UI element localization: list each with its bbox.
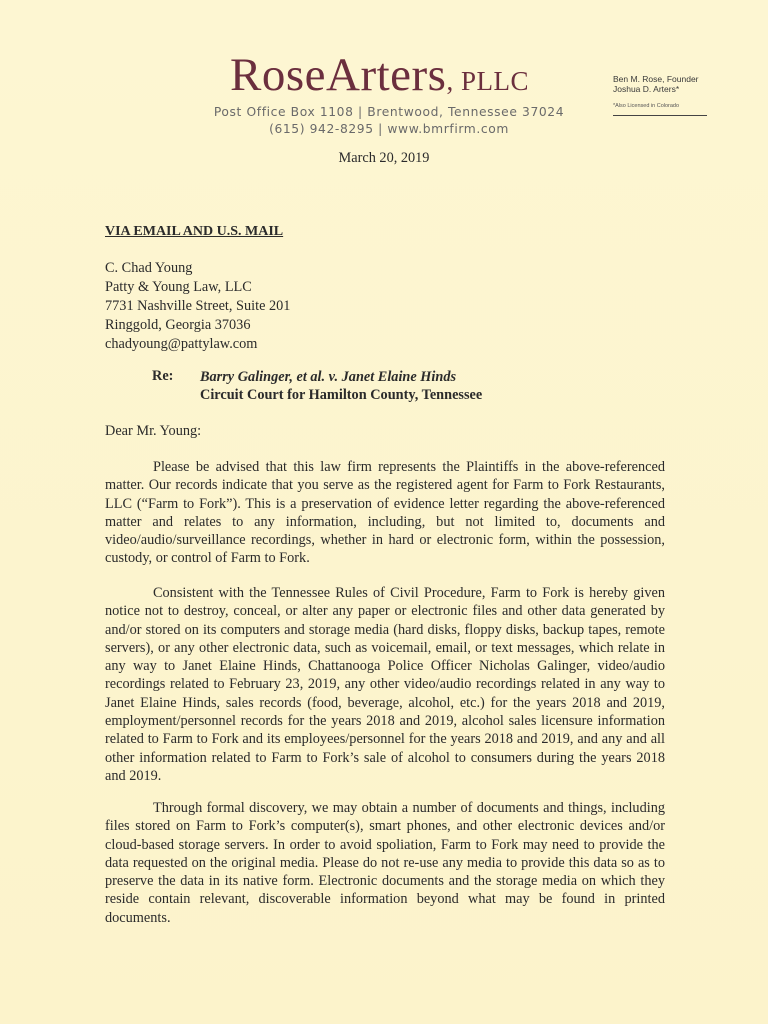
partner-name: Joshua D. Arters* xyxy=(613,84,680,94)
partners-block xyxy=(613,74,707,116)
firm-contact-line: (615) 942-8295 | www.bmrfirm.com xyxy=(269,122,509,136)
re-subject xyxy=(200,368,482,404)
firm-address-line: Post Office Box 1108 | Brentwood, Tennessee 37024 xyxy=(213,105,565,119)
letter-date: March 20, 2019 xyxy=(338,150,430,166)
body-paragraph: Consistent with the Tennessee Rules of Civil Procedure, Farm to Fork is hereby given notice not to destroy, conceal, or alter any paper or electronic files and other data generated by and/or stored on its computers and storage media (hard disks, floppy disks, backup tapes, remote servers), or any other electronic data, such as voicemail, email, or text messages, which relate in any way to Janet Elaine Hinds, Chattanooga Police Officer Nicholas Galinger, video/audio recordings related to February 23, 2019, any other video/audio recordings related in any way to Janet Elaine Hinds, sales records (food, beverage, alcohol, etc.) for the years 2018 and 2019, employment/personnel records for the years 2018 and 2019, alcohol sales licensure information related to Farm to Fork and its employees/personnel for the years 2018 and 2019, and any and all other information related to Farm to Fork’s sale of alcohol to consumers during the years 2018 and 2019. xyxy=(105,585,665,784)
recipient-line: C. Chad Young xyxy=(105,260,193,276)
body-paragraph: Please be advised that this law firm represents the Plaintiffs in the above-referenced matter. Our records indicate that you serve as the registered agent for Farm to Fork Restaurants, LLC (“Farm to Fork”). This is a preservation of evidence letter regarding the above-referenced matter and relates to any information, including, but not limited to, documents and video/audio/surveillance recordings, whether in hard or electronic form, within the possession, custody, or control of Farm to Fork. xyxy=(105,459,665,567)
partners-divider xyxy=(613,115,707,116)
recipient-address xyxy=(105,259,290,354)
firm-name: RoseArters xyxy=(230,49,447,101)
partner-note: *Also Licensed in Colorado xyxy=(613,103,680,109)
firm-logo xyxy=(230,49,529,101)
partner-name: Ben M. Rose, Founder xyxy=(613,74,699,84)
re-court-name: Circuit Court for Hamilton County, Tennessee xyxy=(200,387,483,403)
firm-address-block xyxy=(199,104,579,138)
recipient-line: 7731 Nashville Street, Suite 201 xyxy=(105,298,291,314)
recipient-line: Patty & Young Law, LLC xyxy=(105,279,252,295)
recipient-email: chadyoung@pattylaw.com xyxy=(105,336,258,352)
salutation: Dear Mr. Young: xyxy=(105,423,202,439)
body-paragraph: Through formal discovery, we may obtain a number of documents and things, including files stored on Farm to Fork’s computer(s), smart phones, and other electronic devices and/or cloud-based storage servers. In order to avoid spoliation, Farm to Fork may need to provide the data requested on the original media. Please do not re-use any media to provide this data so as to preserve the data in its native form. Electronic documents and the storage media on which they reside contain relevant, discoverable information beyond what may be found in printed documents. xyxy=(105,800,665,926)
delivery-method: VIA EMAIL AND U.S. MAIL xyxy=(105,224,284,239)
firm-suffix: , PLLC xyxy=(446,66,529,96)
re-label: Re: xyxy=(152,368,174,384)
re-case-name: Barry Galinger, et al. v. Janet Elaine Hinds xyxy=(200,369,457,385)
recipient-line: Ringgold, Georgia 37036 xyxy=(105,317,251,333)
